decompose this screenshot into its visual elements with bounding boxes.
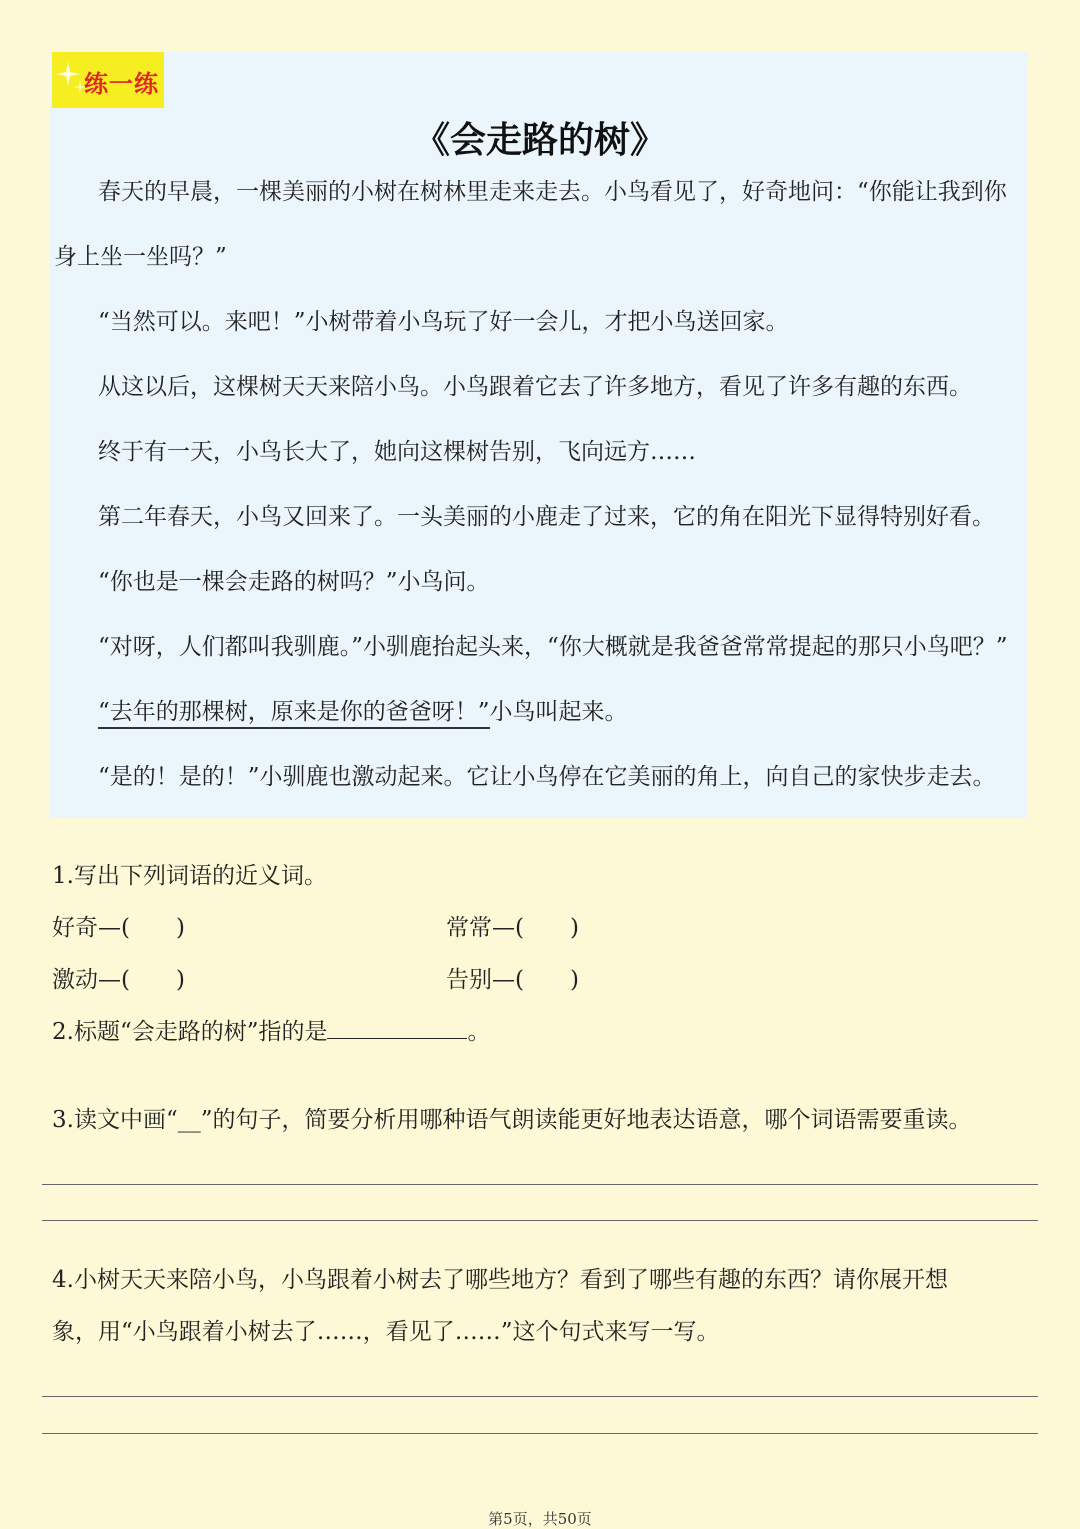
synonym-pair	[52, 964, 185, 996]
synonym-close: )	[570, 967, 579, 993]
synonym-word: 告别—(	[446, 967, 524, 993]
question-2-blank[interactable]	[327, 1016, 467, 1039]
paragraph-8	[98, 696, 1038, 728]
synonym-pair	[446, 964, 579, 996]
synonym-word: 好奇—(	[52, 915, 130, 941]
question-2-prefix: 2.标题“会走路的树”指的是	[52, 1019, 328, 1045]
paragraph-5: 第二年春天，小鸟又回来了。一头美丽的小鹿走了过来，它的角在阳光下显得特别好看。	[98, 504, 995, 530]
paragraph-2: “当然可以。来吧！”小树带着小鸟玩了好一会儿，才把小鸟送回家。	[98, 309, 789, 335]
paragraph-1-line-1: 春天的早晨，一棵美丽的小树在树林里走来走去。小鸟看见了，好奇地问：“你能让我到你	[98, 179, 1007, 205]
answer-line[interactable]	[42, 1396, 1038, 1397]
synonym-word: 常常—(	[446, 915, 524, 941]
answer-line[interactable]	[42, 1184, 1038, 1185]
underlined-sentence: “去年的那棵树，原来是你的爸爸呀！”	[98, 699, 490, 729]
badge-label: 练一练	[84, 69, 159, 98]
synonym-close: )	[176, 967, 185, 993]
paragraph-4: 终于有一天，小鸟长大了，她向这棵树告别，飞向远方……	[98, 439, 696, 465]
paragraph-6: “你也是一棵会走路的树吗？”小鸟问。	[98, 569, 490, 595]
paragraph-1-line-2: 身上坐一坐吗？”	[54, 244, 227, 270]
question-2-suffix: 。	[467, 1019, 491, 1045]
answer-line[interactable]	[42, 1220, 1038, 1221]
page-footer: 第5页，共50页	[488, 1510, 592, 1528]
synonym-close: )	[176, 915, 185, 941]
paragraph-3: 从这以后，这棵树天天来陪小鸟。小鸟跟着它去了许多地方，看见了许多有趣的东西。	[98, 374, 972, 400]
practice-badge	[52, 52, 164, 108]
paragraph-9: “是的！是的！”小驯鹿也激动起来。它让小鸟停在它美丽的角上，向自己的家快步走去。	[98, 764, 996, 790]
passage-title: 《会走路的树》	[413, 119, 666, 161]
question-1: 1.写出下列词语的近义词。	[52, 863, 327, 889]
question-3: 3.读文中画“__”的句子，简要分析用哪种语气朗读能更好地表达语意，哪个词语需要重读。	[52, 1107, 972, 1133]
answer-line[interactable]	[42, 1433, 1038, 1434]
question-4-line-2: 象，用“小鸟跟着小树去了……，看见了……”这个句式来写一写。	[52, 1319, 720, 1345]
paragraph-8-rest: 小鸟叫起来。	[489, 699, 628, 725]
synonym-pair	[446, 912, 579, 944]
synonym-close: )	[570, 915, 579, 941]
paragraph-7: “对呀，人们都叫我驯鹿。”小驯鹿抬起头来，“你大概就是我爸爸常常提起的那只小鸟吧？”	[98, 634, 1008, 660]
synonym-word: 激动—(	[52, 967, 130, 993]
question-4-line-1: 4.小树天天来陪小鸟，小鸟跟着小树去了哪些地方？看到了哪些有趣的东西？请你展开想	[52, 1267, 948, 1293]
question-2	[52, 1016, 490, 1048]
synonym-pair	[52, 912, 185, 944]
